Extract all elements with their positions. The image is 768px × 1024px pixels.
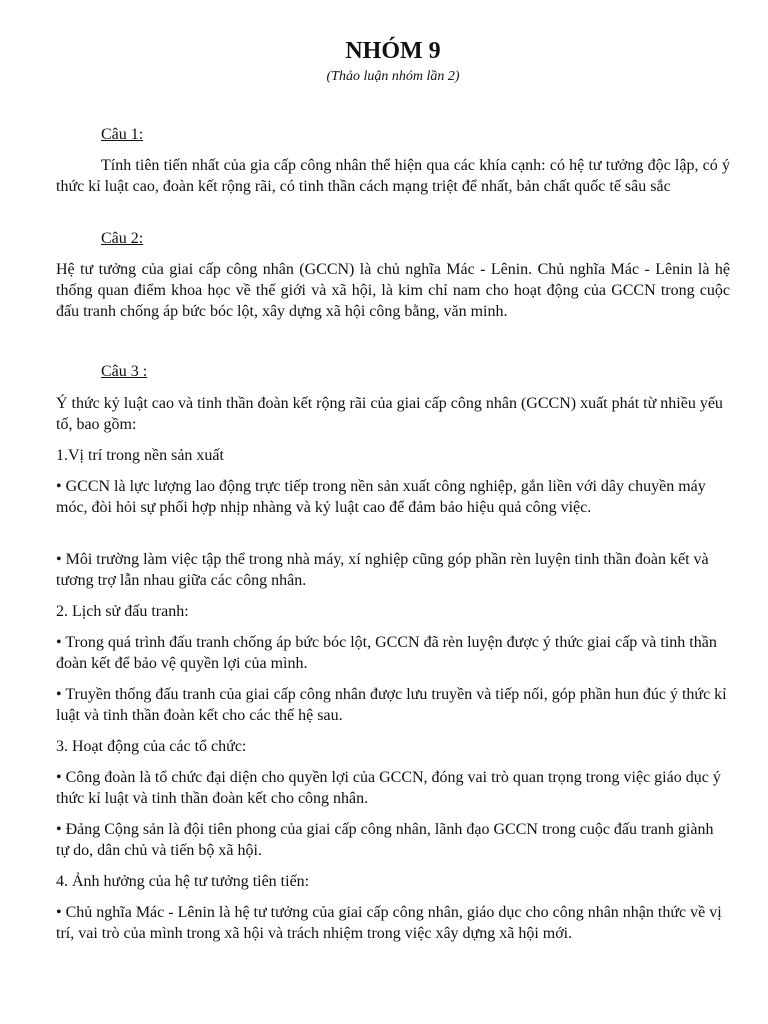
section-2-bullet-1: • Trong quá trình đấu tranh chống áp bức bóc lột, GCCN đã rèn luyện được ý thức giai cấp và tinh thần đoàn kết để bảo vệ quyền lợi của mình. (56, 634, 717, 672)
section-3-bullet-2: • Đảng Cộng sản là đội tiên phong của giai cấp công nhân, lãnh đạo GCCN trong cuộc đấu tranh giành tự do, dân chủ và tiến bộ xã hội. (56, 821, 714, 859)
question-2-answer: Hệ tư tưởng của giai cấp công nhân (GCCN) là chủ nghĩa Mác - Lênin. Chủ nghĩa Mác - Lênin là hệ thống quan điểm khoa học về thế giới và xã hội, là kim chỉ nam cho hoạt động của GCCN trong cuộc đấu tranh chống áp bức bóc lột, xây dựng xã hội công bằng, văn minh. (56, 261, 730, 320)
question-3-intro: Ý thức kỷ luật cao và tinh thần đoàn kết rộng rãi của giai cấp công nhân (GCCN) xuất phát từ nhiều yếu tố, bao gồm: (56, 395, 723, 433)
question-2-heading: Câu 2: (101, 230, 144, 247)
section-3-title: 3. Hoạt động của các tổ chức: (56, 738, 247, 755)
section-3-bullet-1: • Công đoàn là tổ chức đại diện cho quyền lợi của GCCN, đóng vai trò quan trọng trong việc giáo dục ý thức kỉ luật và tinh thần đoàn kết cho công nhân. (56, 769, 721, 807)
section-4-title: 4. Ảnh hưởng của hệ tư tưởng tiên tiến: (56, 873, 310, 890)
section-1-bullet-2: • Môi trường làm việc tập thể trong nhà máy, xí nghiệp cũng góp phần rèn luyện tinh thần đoàn kết và tương trợ lẫn nhau giữa các công nhân. (56, 551, 709, 589)
document-title: NHÓM 9 (345, 38, 441, 64)
document-subtitle: (Thảo luận nhóm lần 2) (326, 69, 460, 84)
section-2-bullet-2: • Truyền thống đấu tranh của giai cấp công nhân được lưu truyền và tiếp nối, góp phần hun đúc ý thức kỉ luật và tinh thần đoàn kết cho các thế hệ sau. (56, 686, 727, 724)
question-3-heading: Câu 3 : (101, 363, 148, 380)
question-1-heading: Câu 1: (101, 126, 144, 143)
section-4-bullet-1: • Chủ nghĩa Mác - Lênin là hệ tư tưởng của giai cấp công nhân, giáo dục cho công nhân nhận thức về vị trí, vai trò của mình trong xã hội và trách nhiệm trong việc xây dựng xã hội mới. (56, 904, 722, 942)
section-1-bullet-1: • GCCN là lực lượng lao động trực tiếp trong nền sản xuất công nghiệp, gắn liền với dây chuyền máy móc, đòi hỏi sự phối hợp nhịp nhàng và kỷ luật cao để đảm bảo hiệu quả công việc. (56, 478, 706, 516)
question-1-answer: Tính tiên tiến nhất của gia cấp công nhân thể hiện qua các khía cạnh: có hệ tư tưởng độc lập, có ý thức kỉ luật cao, đoàn kết rộng rãi, có tinh thần cách mạng triệt để nhất, bản chất quốc tế sâu sắc (56, 157, 730, 195)
section-2-title: 2. Lịch sử đấu tranh: (56, 603, 189, 620)
section-1-title: 1.Vị trí trong nền sản xuất (56, 447, 224, 464)
